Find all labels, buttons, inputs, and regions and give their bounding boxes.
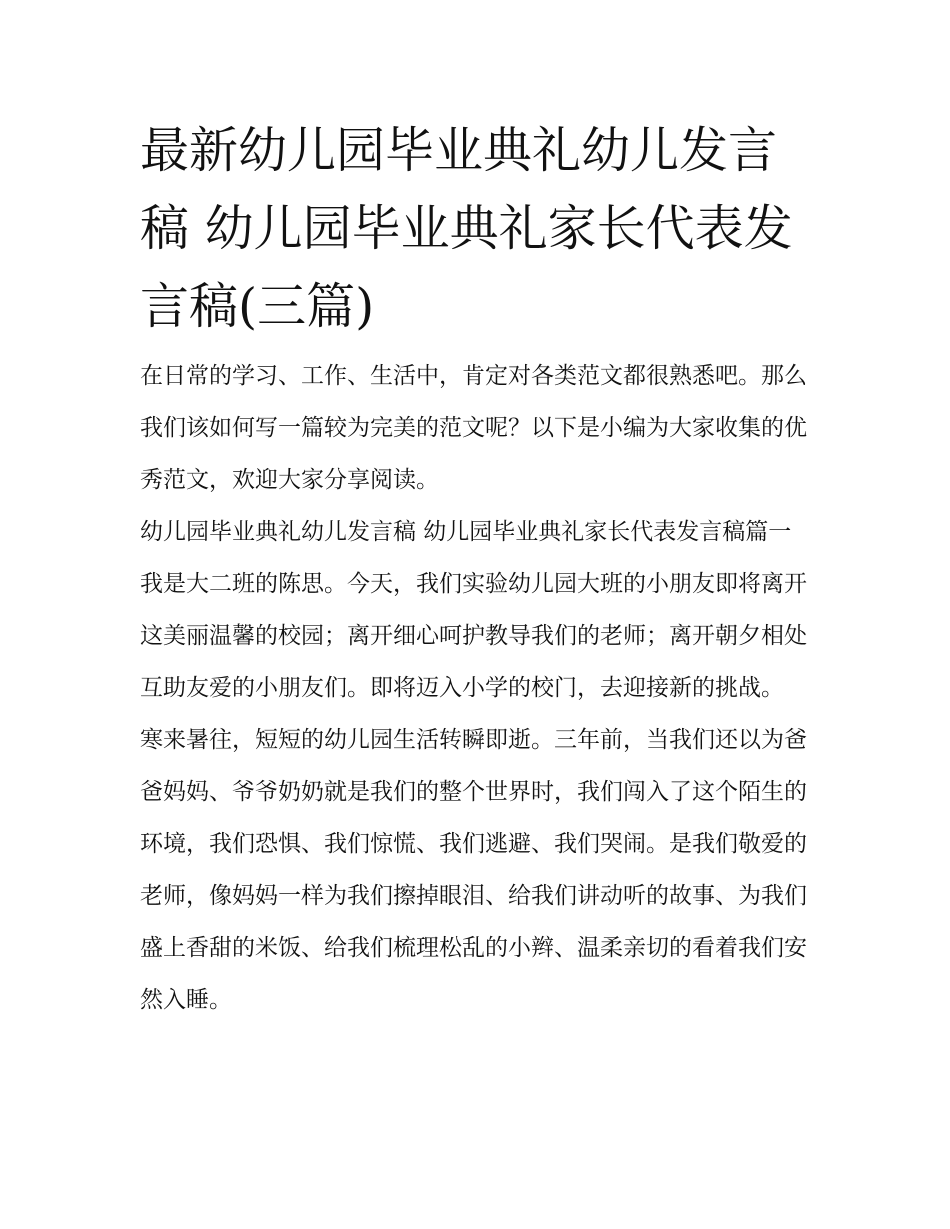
title-block <box>140 112 815 346</box>
body-paragraph: 我是大二班的陈思。今天，我们实验幼儿园大班的小朋友即将离开这美丽温馨的校园；离开细心呵护教导我们的老师；离开朝夕相处互助友爱的小朋友们。即将迈入小学的校门，去迎接新的挑战。 <box>140 571 807 701</box>
body-paragraph: 寒来暑往，短短的幼儿园生活转瞬即逝。三年前，当我们还以为爸爸妈妈、爷爷奶奶就是我们的整个世界时，我们闯入了这个陌生的环境，我们恐惧、我们惊慌、我们逃避、我们哭闹。是我们敬爱的老师，像妈妈一样为我们擦掉眼泪、给我们讲动听的故事、为我们盛上香甜的米饭、给我们梳理松乱的小辫、温柔亲切的看着我们安然入睡。 <box>140 727 807 1013</box>
intro-paragraph: 在日常的学习、工作、生活中，肯定对各类范文都很熟悉吧。那么我们该如何写一篇较为完美的范文呢？以下是小编为大家收集的优秀范文，欢迎大家分享阅读。 <box>140 363 807 493</box>
document-page <box>140 112 815 1026</box>
document-title: 最新幼儿园毕业典礼幼儿发言稿 幼儿园毕业典礼家长代表发言稿(三篇) <box>140 122 793 335</box>
section-heading: 幼儿园毕业典礼幼儿发言稿 幼儿园毕业典礼家长代表发言稿篇一 <box>140 519 792 545</box>
